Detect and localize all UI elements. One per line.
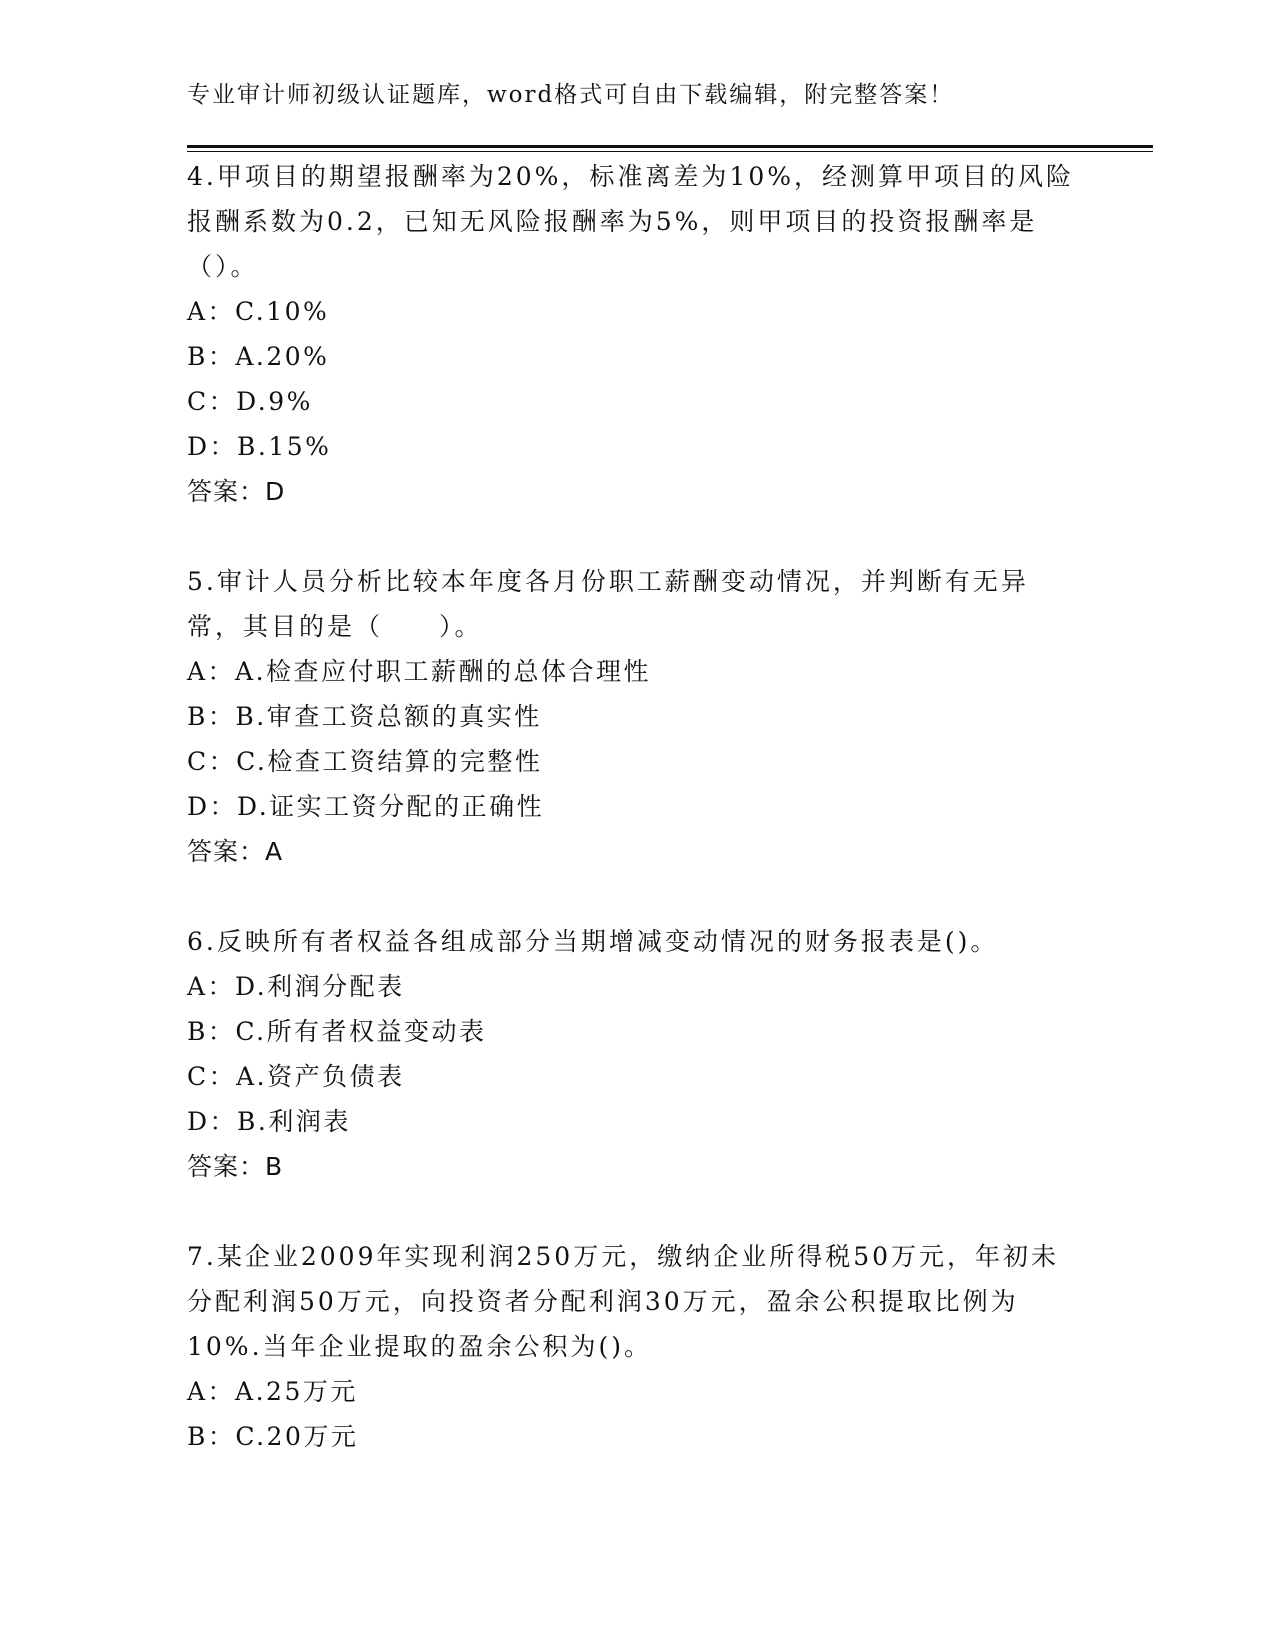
- question-item: [187, 559, 1077, 874]
- option-d: D：D.证实工资分配的正确性: [187, 792, 545, 821]
- option-a: A：A.检查应付职工薪酬的总体合理性: [187, 657, 652, 686]
- option-d: D：B.利润表: [187, 1107, 351, 1136]
- option-c: C：A.资产负债表: [187, 1062, 405, 1091]
- option-b: B：C.所有者权益变动表: [187, 1017, 487, 1046]
- question-list: [187, 154, 1077, 1459]
- answer-line: 答案：D: [187, 477, 286, 506]
- header-rule-thick: [187, 145, 1153, 148]
- answer-line: 答案：B: [187, 1152, 284, 1181]
- question-text: 5.审计人员分析比较本年度各月份职工薪酬变动情况，并判断有无异常，其目的是（ ）。: [187, 567, 1029, 641]
- question-text: 6.反映所有者权益各组成部分当期增减变动情况的财务报表是()。: [187, 927, 999, 956]
- question-item: [187, 154, 1077, 514]
- answer-line: 答案：A: [187, 837, 284, 866]
- option-c: C：C.检查工资结算的完整性: [187, 747, 543, 776]
- page-header: 专业审计师初级认证题库，word格式可自由下载编辑，附完整答案！: [187, 82, 955, 108]
- option-a: A：D.利润分配表: [187, 972, 405, 1001]
- option-b: B：C.20万元: [187, 1422, 359, 1451]
- option-b: B：A.20%: [187, 342, 330, 371]
- option-b: B：B.审查工资总额的真实性: [187, 702, 542, 731]
- question-text: 4.甲项目的期望报酬率为20%，标准离差为10%，经测算甲项目的风险报酬系数为0.2，已知无风险报酬率为5%，则甲项目的投资报酬率是（）。: [187, 162, 1074, 281]
- option-a: A：C.10%: [187, 297, 330, 326]
- question-text: 7.某企业2009年实现利润250万元，缴纳企业所得税50万元，年初未分配利润50万元，向投资者分配利润30万元，盈余公积提取比例为10%.当年企业提取的盈余公积为()。: [187, 1242, 1060, 1361]
- option-d: D：B.15%: [187, 432, 332, 461]
- option-a: A：A.25万元: [187, 1377, 358, 1406]
- header-rule-thin: [187, 151, 1153, 152]
- question-item: [187, 1234, 1077, 1459]
- question-item: [187, 919, 1077, 1189]
- option-c: C：D.9%: [187, 387, 313, 416]
